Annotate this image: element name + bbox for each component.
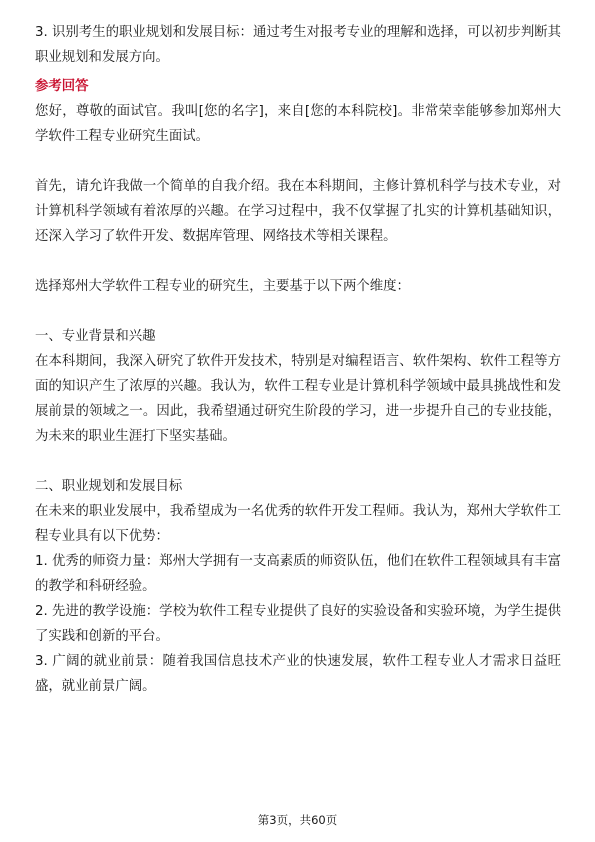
intro-item-3: 3. 识别考生的职业规划和发展目标：通过考生对报考专业的理解和选择，可以初步判断其职业规划和发展方向。 (35, 25, 561, 65)
self-intro-paragraph: 首先，请允许我做一个简单的自我介绍。我在本科期间，主修计算机科学与技术专业，对计算机科学领域有着浓厚的兴趣。在学习过程中，我不仅掌握了扎实的计算机基础知识，还深入学习了软件开发、数据库管理、网络技术等相关课程。 (35, 179, 561, 244)
page-number-footer: 第3页，共60页 (257, 813, 338, 827)
section-1-title: 一、专业背景和兴趣 (35, 329, 156, 344)
spacer (35, 249, 561, 274)
greeting-paragraph: 您好，尊敬的面试官。我叫[您的名字]，来自[您的本科院校]。非常荣幸能够参加郑州大学软件工程专业研究生面试。 (35, 104, 561, 144)
spacer (35, 449, 561, 474)
spacer (35, 299, 561, 324)
list-item: 2. 先进的教学设施：学校为软件工程专业提供了良好的实验设备和实验环境，为学生提供了实践和创新的平台。 (35, 604, 561, 644)
answer-heading: 参考回答 (35, 79, 89, 94)
spacer (35, 149, 561, 174)
section-2-title: 二、职业规划和发展目标 (35, 479, 183, 494)
section-1-body: 在本科期间，我深入研究了软件开发技术，特别是对编程语言、软件架构、软件工程等方面的知识产生了浓厚的兴趣。我认为，软件工程专业是计算机科学领域中最具挑战性和发展前景的领域之一。因此，我希望通过研究生阶段的学习，进一步提升自己的专业技能，为未来的职业生涯打下坚实基础。 (35, 354, 561, 444)
list-item: 3. 广阔的就业前景：随着我国信息技术产业的快速发展，软件工程专业人才需求日益旺盛，就业前景广阔。 (35, 654, 561, 694)
section-2-body: 在未来的职业发展中，我希望成为一名优秀的软件开发工程师。我认为，郑州大学软件工程专业具有以下优势： (35, 504, 561, 544)
list-item: 1. 优秀的师资力量：郑州大学拥有一支高素质的师资队伍，他们在软件工程领域具有丰富的教学和科研经验。 (35, 554, 561, 594)
document-body (35, 20, 561, 699)
reason-intro-paragraph: 选择郑州大学软件工程专业的研究生，主要基于以下两个维度： (35, 279, 410, 294)
